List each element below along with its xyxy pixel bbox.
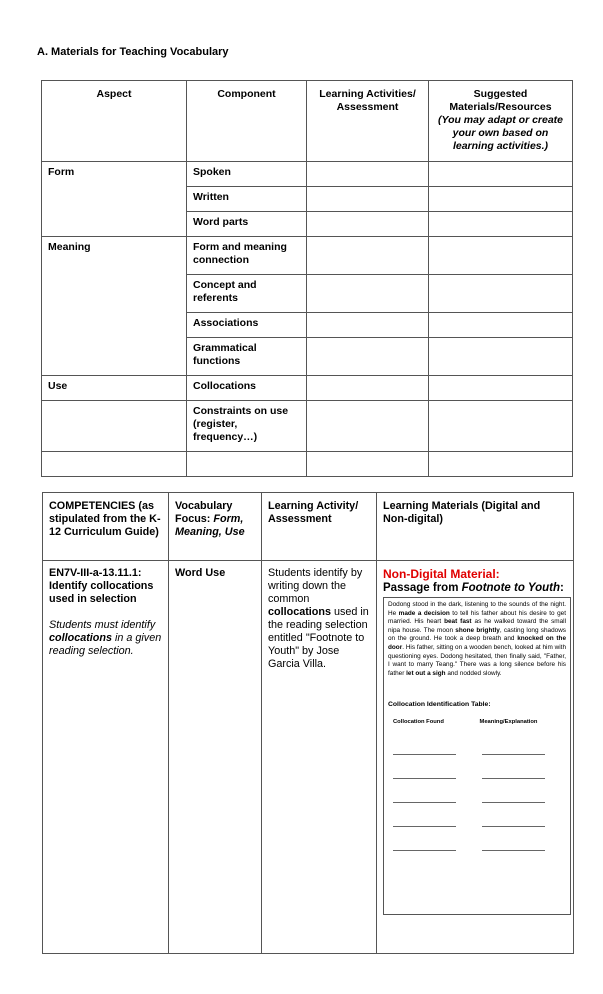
passage-heading xyxy=(383,581,567,595)
collocation-blank-row xyxy=(388,749,566,755)
material-cell[interactable] xyxy=(429,212,573,237)
meaning-blank-line[interactable] xyxy=(482,749,545,755)
col-meaning: Meaning/Explanation xyxy=(479,718,538,725)
passage-segment: . His father, sitting on a wooden bench, looked at him with questioning eyes. Dodong hesitated, then finally said, "Father, I want to marry Teang." There was a long silence before his father xyxy=(388,643,566,677)
component-cell: Written xyxy=(187,187,307,212)
component-cell: Constraints on use (register, frequency…) xyxy=(187,401,307,452)
passage-box xyxy=(383,597,571,915)
material-cell[interactable] xyxy=(429,401,573,452)
activity-cell[interactable] xyxy=(307,212,429,237)
table-row xyxy=(42,237,573,275)
component-cell: Spoken xyxy=(187,162,307,187)
desc-bold: collocations xyxy=(49,632,112,644)
passage-segment: Dodong stood in the dark, listening to the sounds of the night. He xyxy=(388,601,566,617)
component-cell: Form and meaning connection xyxy=(187,237,307,275)
material-cell[interactable] xyxy=(429,376,573,401)
activity-cell xyxy=(262,561,377,954)
passage-segment: , casting long shadows on the ground. He took a deep breath and xyxy=(388,626,567,643)
collocation-blank-line[interactable] xyxy=(393,773,456,779)
meaning-blank-line[interactable] xyxy=(482,845,545,851)
aspect-cell: Meaning xyxy=(42,237,187,376)
collocation-highlight: shone brightly xyxy=(455,626,500,634)
col-collocation-found: Collocation Found xyxy=(393,718,444,725)
activity-text: Students identify by writing down the common xyxy=(268,567,363,605)
component-cell: Word parts xyxy=(187,212,307,237)
material-cell[interactable] xyxy=(429,338,573,376)
activity-cell[interactable] xyxy=(307,313,429,338)
vocabulary-materials-table xyxy=(41,80,573,477)
aspect-cell[interactable] xyxy=(42,401,187,452)
passage-title: Footnote to Youth xyxy=(461,582,560,594)
header-learning-materials: Learning Materials (Digital and Non-digital) xyxy=(377,493,574,561)
activity-cell[interactable] xyxy=(307,338,429,376)
material-cell[interactable] xyxy=(429,275,573,313)
competency-code: EN7V-III-a-13.11.1: Identify collocations used in selection xyxy=(49,567,154,605)
activity-cell[interactable] xyxy=(307,162,429,187)
collocation-blank-row xyxy=(388,845,566,851)
header-materials xyxy=(429,81,573,162)
collocation-blank-line[interactable] xyxy=(393,821,456,827)
activity-cell[interactable] xyxy=(307,376,429,401)
material-cell[interactable] xyxy=(429,452,573,477)
table-row xyxy=(42,401,573,452)
meaning-blank-line[interactable] xyxy=(482,821,545,827)
header-competencies: COMPETENCIES (as stipulated from the K-12 Curriculum Guide) xyxy=(43,493,169,561)
material-cell[interactable] xyxy=(429,313,573,338)
competency-description xyxy=(49,619,162,658)
activity-cell[interactable] xyxy=(307,237,429,275)
materials-cell xyxy=(377,561,574,954)
passage-segment: as he walked toward the small nipa house. The moon xyxy=(388,618,567,634)
focus-cell xyxy=(169,561,262,954)
collocation-highlight: knocked on the door xyxy=(388,635,566,651)
passage-suffix: : xyxy=(560,582,564,594)
component-cell[interactable] xyxy=(187,452,307,477)
meaning-blank-line[interactable] xyxy=(482,797,545,803)
collocation-blank-line[interactable] xyxy=(393,845,456,851)
material-cell[interactable] xyxy=(429,162,573,187)
collocation-highlight: made a decision xyxy=(398,609,450,617)
collocation-highlight: let out a sigh xyxy=(406,669,446,677)
aspect-cell[interactable] xyxy=(42,452,187,477)
table-row xyxy=(42,452,573,477)
collocation-table-header xyxy=(388,718,566,727)
collocation-highlight: beat fast xyxy=(444,618,472,626)
header-activity: Learning Activity/ Assessment xyxy=(262,493,377,561)
table-header-row xyxy=(42,81,573,162)
activity-cell[interactable] xyxy=(307,452,429,477)
component-cell: Grammatical functions xyxy=(187,338,307,376)
activity-bold: collocations xyxy=(268,606,331,618)
activity-cell[interactable] xyxy=(307,401,429,452)
header-materials-main: Suggested Materials/Resources xyxy=(449,88,552,113)
collocation-blank-row xyxy=(388,797,566,803)
passage-segment: and nodded slowly. xyxy=(445,669,502,677)
passage-text xyxy=(388,601,566,678)
collocation-blank-rows xyxy=(388,749,566,851)
collocation-blank-row xyxy=(388,773,566,779)
component-cell: Collocations xyxy=(187,376,307,401)
collocation-blank-line[interactable] xyxy=(393,797,456,803)
header-materials-note: (You may adapt or create your own based on learning activities.) xyxy=(437,114,564,152)
activity-text: used in the reading selection entitled "Footnote to Youth" by Jose Garcia Villa. xyxy=(268,606,369,670)
collocation-blank-row xyxy=(388,821,566,827)
competencies-table xyxy=(42,492,574,954)
focus-value: Word Use xyxy=(175,567,226,579)
section-title: A. Materials for Teaching Vocabulary xyxy=(37,46,229,58)
meaning-blank-line[interactable] xyxy=(482,773,545,779)
component-cell: Concept and referents xyxy=(187,275,307,313)
component-cell: Associations xyxy=(187,313,307,338)
passage-segment: to tell his father about his desire to get married. His heart xyxy=(388,609,566,626)
header-aspect: Aspect xyxy=(42,81,187,162)
aspect-cell: Form xyxy=(42,162,187,237)
passage-prefix: Passage from xyxy=(383,582,462,594)
activity-cell[interactable] xyxy=(307,275,429,313)
header-vocab-focus xyxy=(169,493,262,561)
table-header-row xyxy=(43,493,574,561)
aspect-cell: Use xyxy=(42,376,187,401)
header-component: Component xyxy=(187,81,307,162)
focus-italic: Form, Meaning, Use xyxy=(175,513,245,538)
header-activities: Learning Activities/ Assessment xyxy=(307,81,429,162)
collocation-blank-line[interactable] xyxy=(393,749,456,755)
table-row xyxy=(42,162,573,187)
desc-text: in a given reading selection. xyxy=(49,632,162,657)
activity-cell[interactable] xyxy=(307,187,429,212)
competency-cell xyxy=(43,561,169,954)
desc-text: Students must identify xyxy=(49,619,156,631)
material-cell[interactable] xyxy=(429,187,573,212)
material-cell[interactable] xyxy=(429,237,573,275)
non-digital-label: Non-Digital Material: xyxy=(383,567,500,581)
collocation-table-title: Collocation Identification Table: xyxy=(388,701,491,709)
focus-prefix: Vocabulary Focus: xyxy=(175,500,233,525)
table-row xyxy=(43,561,574,954)
table-row xyxy=(42,376,573,401)
